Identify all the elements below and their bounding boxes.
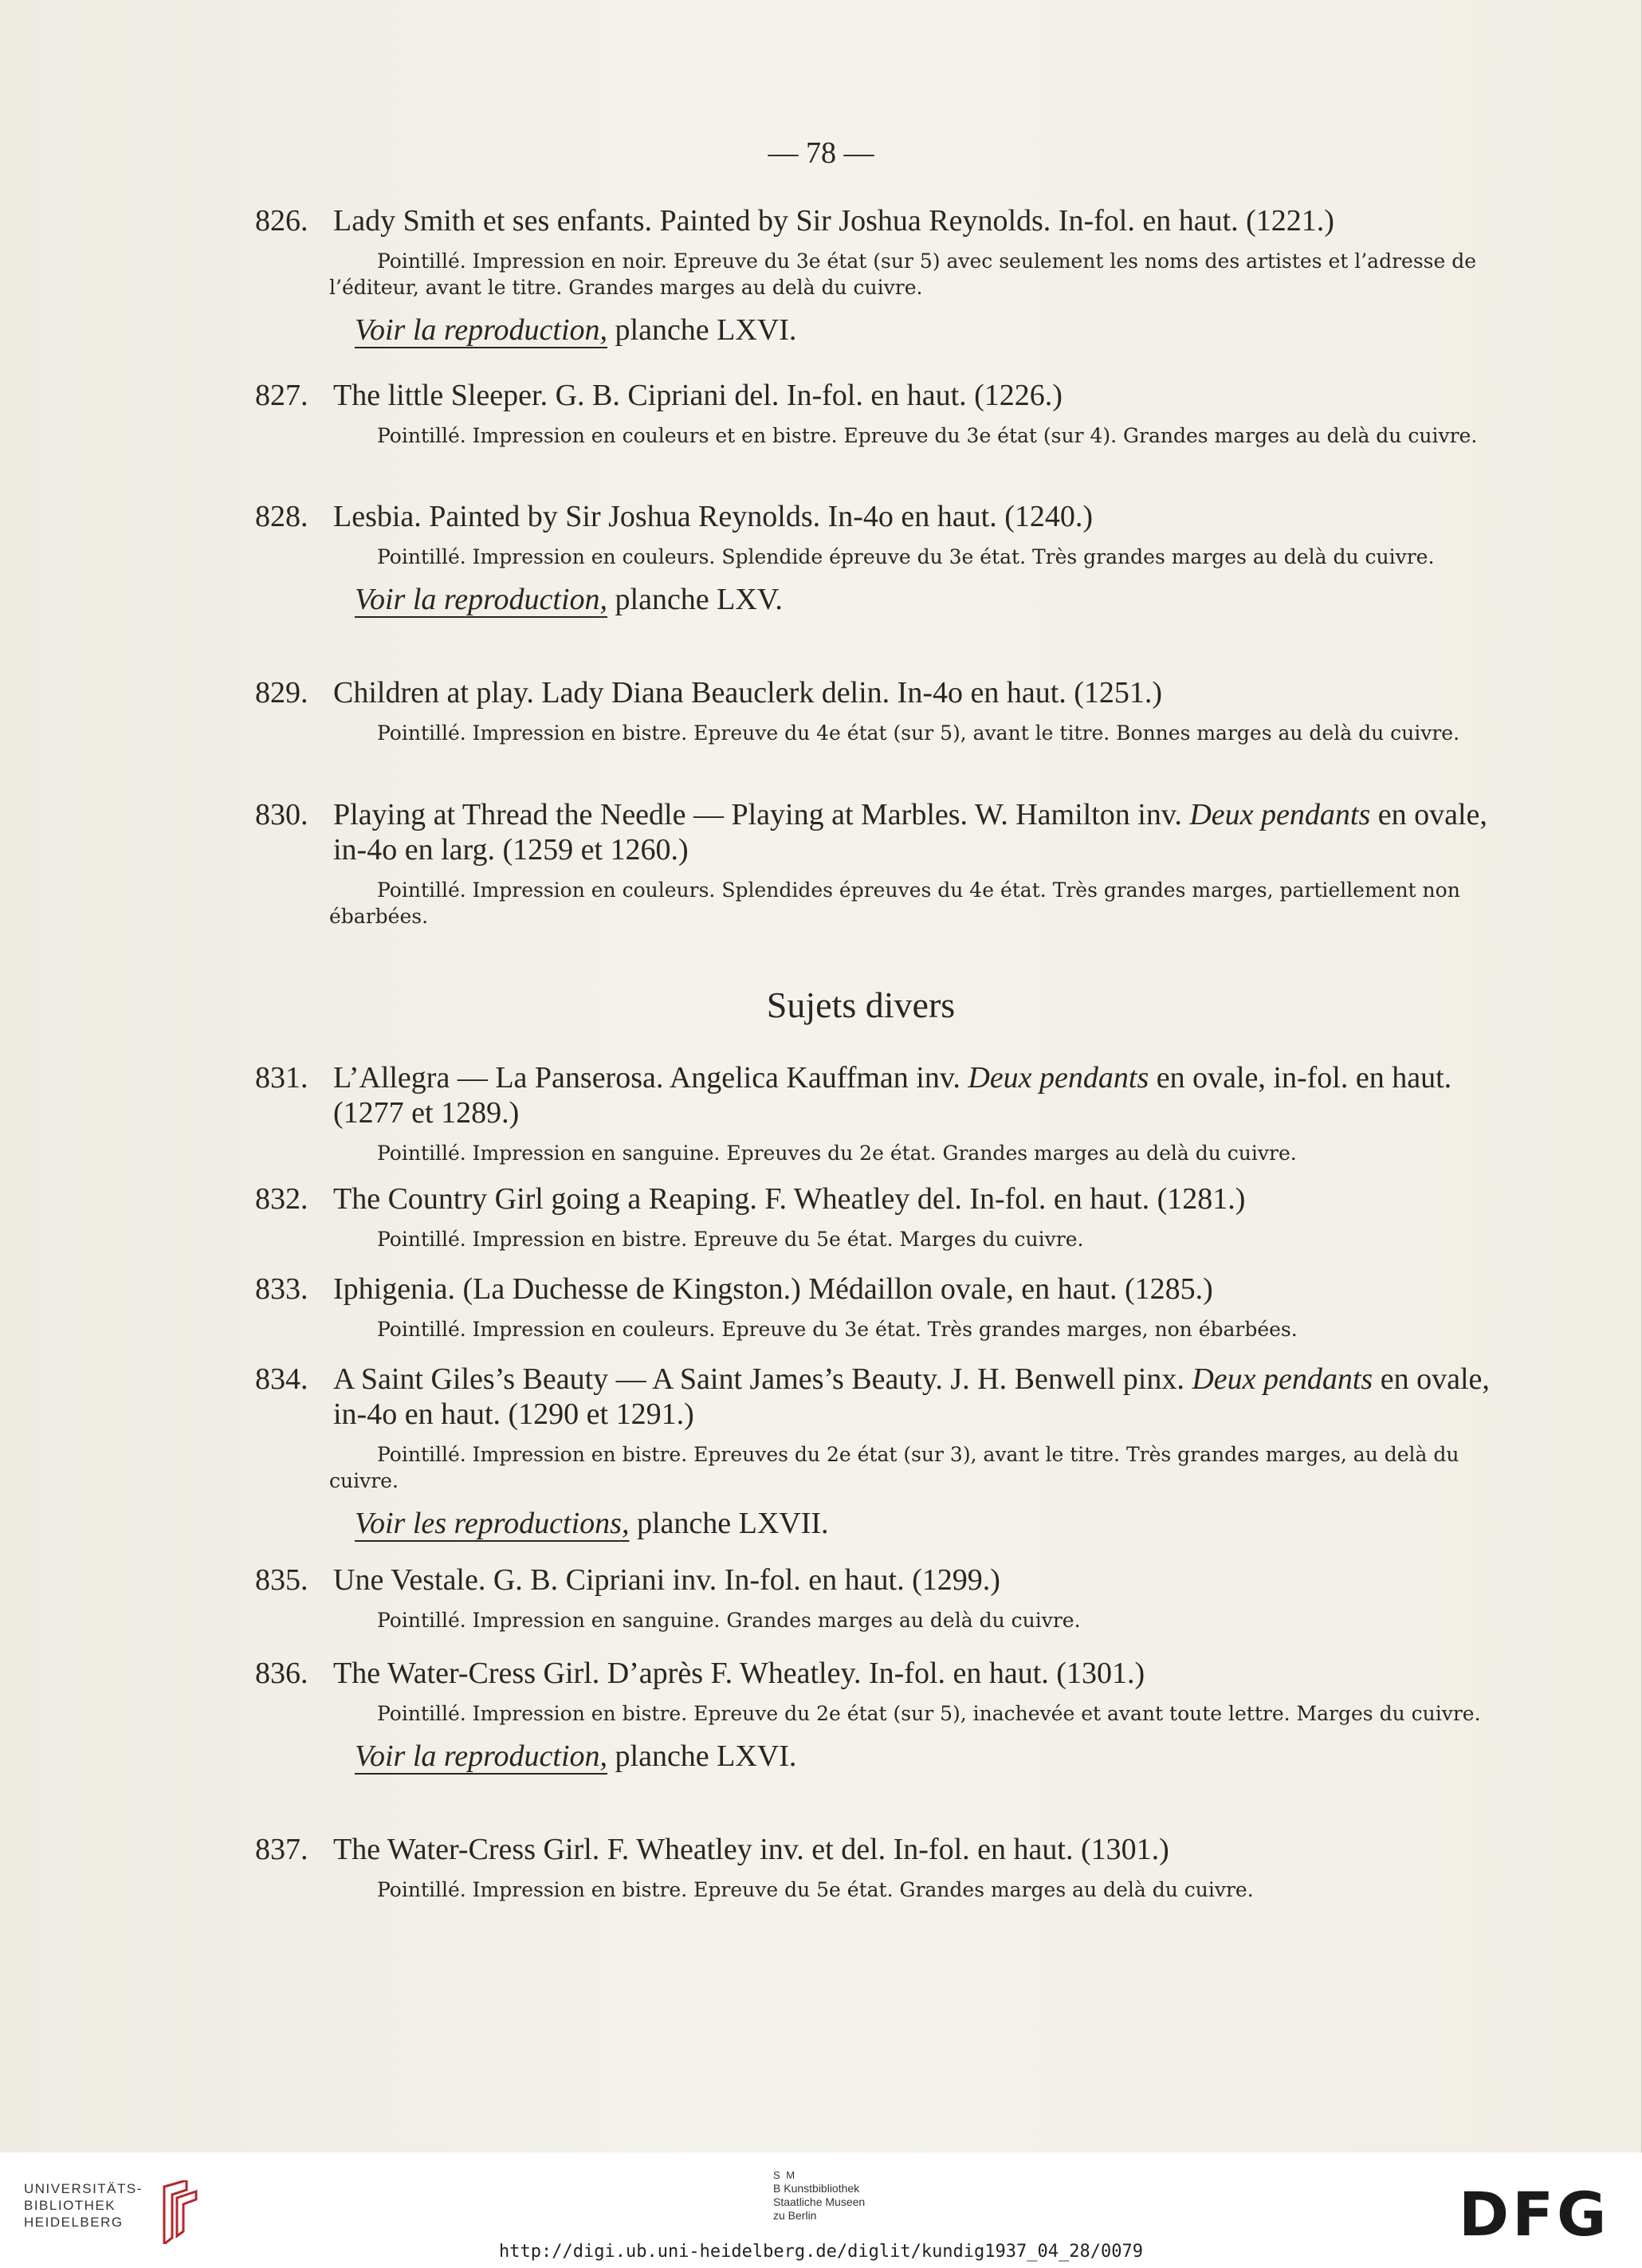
reproduction-link[interactable]: Voir la reproduction,	[355, 313, 608, 347]
catalog-entry-834	[255, 1362, 1499, 1542]
entry-description: Pointillé. Impression en bistre. Epreuve du 5e état. Grandes marges au delà du cuivre.	[377, 1878, 1254, 1901]
museum-sm-mark: S M	[773, 2169, 797, 2181]
catalog-entry-831	[255, 1060, 1499, 1166]
pendants-note: Deux pendants	[968, 1061, 1149, 1095]
entry-description: Pointillé. Impression en couleurs et en bistre. Epreuve du 3e état (sur 4). Grandes marges au delà du cuivre.	[377, 424, 1478, 447]
staatliche-museen-logo[interactable]	[773, 2168, 865, 2223]
uni-logo-line: BIBLIOTHEK	[24, 2198, 116, 2213]
entry-number: 837.	[255, 1833, 308, 1866]
entry-title: A Saint Giles’s Beauty — A Saint James’s Beauty. J. H. Benwell pinx. Deux pendants en ovale, in-4o en haut. (1290 et 1291.)	[333, 1362, 1490, 1431]
entry-number: 835.	[255, 1563, 308, 1597]
dfg-logo[interactable]: DFG	[1459, 2179, 1610, 2250]
museum-line: B Kunstbibliothek	[773, 2182, 860, 2195]
entry-number: 826.	[255, 204, 308, 238]
section-heading: Sujets divers	[766, 985, 956, 1025]
heidelberg-emblem-icon	[155, 2180, 202, 2244]
source-url[interactable]: http://digi.ub.uni-heidelberg.de/diglit/kundig1937_04_28/0079	[499, 2242, 1143, 2262]
entry-title: The Water-Cress Girl. F. Wheatley inv. et del. In-fol. en haut. (1301.)	[333, 1833, 1169, 1866]
catalog-entry-828	[255, 499, 1499, 618]
entry-number: 836.	[255, 1657, 308, 1690]
entry-description: Pointillé. Impression en bistre. Epreuve du 2e état (sur 5), inachevée et avant toute lettre. Marges du cuivre.	[377, 1702, 1481, 1725]
entry-number: 831.	[255, 1061, 308, 1095]
entry-number: 827.	[255, 379, 308, 412]
entry-description: Pointillé. Impression en sanguine. Epreuves du 2e état. Grandes marges au delà du cuivre.	[377, 1142, 1297, 1165]
entry-description: Pointillé. Impression en noir. Epreuve du 3e état (sur 5) avec seulement les noms des artistes et l’adresse de l’éditeur, avant le titre. Grandes marges au delà du cuivre.	[329, 250, 1477, 299]
uni-logo-line: UNIVERSITÄTS-	[24, 2181, 143, 2196]
catalog-entry-830	[255, 797, 1499, 930]
entry-number: 834.	[255, 1362, 308, 1396]
entry-description: Pointillé. Impression en sanguine. Grandes marges au delà du cuivre.	[377, 1609, 1081, 1632]
reproduction-note	[355, 1738, 1499, 1775]
entry-title: The little Sleeper. G. B. Cipriani del. In-fol. en haut. (1226.)	[333, 379, 1063, 412]
viewer-footer	[0, 2152, 1642, 2268]
entry-title: The Water-Cress Girl. D’après F. Wheatley. In-fol. en haut. (1301.)	[333, 1657, 1145, 1690]
pendants-note: Deux pendants	[1189, 798, 1371, 831]
reproduction-note	[355, 581, 1499, 618]
entry-title: Iphigenia. (La Duchesse de Kingston.) Médaillon ovale, en haut. (1285.)	[333, 1272, 1213, 1306]
page-number: — 78 —	[768, 136, 874, 170]
reproduction-plate: planche LXVI.	[615, 313, 797, 347]
entry-number: 829.	[255, 676, 308, 709]
entry-description: Pointillé. Impression en couleurs. Splendide épreuve du 3e état. Très grandes marges au delà du cuivre.	[377, 545, 1435, 568]
entry-title: Lady Smith et ses enfants. Painted by Sir Joshua Reynolds. In-fol. en haut. (1221.)	[333, 204, 1334, 238]
catalog-entry-833	[255, 1272, 1499, 1342]
entry-title: Playing at Thread the Needle — Playing at Marbles. W. Hamilton inv. Deux pendants en ovale, in-4o en larg. (1259 et 1260.)	[333, 798, 1487, 867]
reproduction-plate: planche LXVI.	[615, 1739, 797, 1773]
entry-number: 832.	[255, 1182, 308, 1216]
entry-title: Une Vestale. G. B. Cipriani inv. In-fol. en haut. (1299.)	[333, 1563, 1000, 1597]
reproduction-note	[355, 312, 1499, 348]
entry-description: Pointillé. Impression en bistre. Epreuve du 5e état. Marges du cuivre.	[377, 1228, 1084, 1251]
pendants-note: Deux pendants	[1192, 1362, 1373, 1396]
reproduction-plate: planche LXVII.	[636, 1507, 829, 1540]
museum-line: Staatliche Museen	[773, 2195, 866, 2208]
catalog-entry-829	[255, 675, 1499, 746]
catalog-entry-826	[255, 203, 1499, 348]
entry-number: 830.	[255, 798, 308, 831]
uni-logo-line: HEIDELBERG	[24, 2215, 124, 2230]
entry-description: Pointillé. Impression en couleurs. Splendides épreuves du 4e état. Très grandes marges, partiellement non ébarbées.	[329, 879, 1460, 928]
entry-number: 828.	[255, 500, 308, 533]
museum-line: zu Berlin	[773, 2209, 817, 2222]
reproduction-link[interactable]: Voir la reproduction,	[355, 1739, 608, 1773]
catalog-entry-832	[255, 1181, 1499, 1252]
catalog-entry-827	[255, 378, 1499, 449]
entry-title: The Country Girl going a Reaping. F. Wheatley del. In-fol. en haut. (1281.)	[333, 1182, 1246, 1216]
catalog-entry-835	[255, 1562, 1499, 1633]
entry-description: Pointillé. Impression en couleurs. Epreuve du 3e état. Très grandes marges, non ébarbées.	[377, 1318, 1298, 1341]
entry-description: Pointillé. Impression en bistre. Epreuve du 4e état (sur 5), avant le titre. Bonnes marges au delà du cuivre.	[377, 721, 1460, 745]
catalog-entry-837	[255, 1832, 1499, 1903]
entry-title: Children at play. Lady Diana Beauclerk delin. In-4o en haut. (1251.)	[333, 676, 1163, 709]
reproduction-note	[355, 1505, 1499, 1542]
reproduction-link[interactable]: Voir la reproduction,	[355, 583, 608, 616]
catalog-entry-836	[255, 1656, 1499, 1775]
reproduction-link[interactable]: Voir les reproductions,	[355, 1507, 630, 1540]
entry-title: L’Allegra — La Panserosa. Angelica Kauffman inv. Deux pendants en ovale, in-fol. en haut. (1277 et 1289.)	[333, 1061, 1452, 1130]
reproduction-plate: planche LXV.	[615, 583, 783, 616]
heidelberg-library-logo[interactable]	[24, 2180, 202, 2244]
entry-title: Lesbia. Painted by Sir Joshua Reynolds. In-4o en haut. (1240.)	[333, 500, 1094, 533]
entry-description: Pointillé. Impression en bistre. Epreuves du 2e état (sur 3), avant le titre. Très grandes marges, au delà du cuivre.	[329, 1443, 1459, 1492]
entry-number: 833.	[255, 1272, 308, 1306]
